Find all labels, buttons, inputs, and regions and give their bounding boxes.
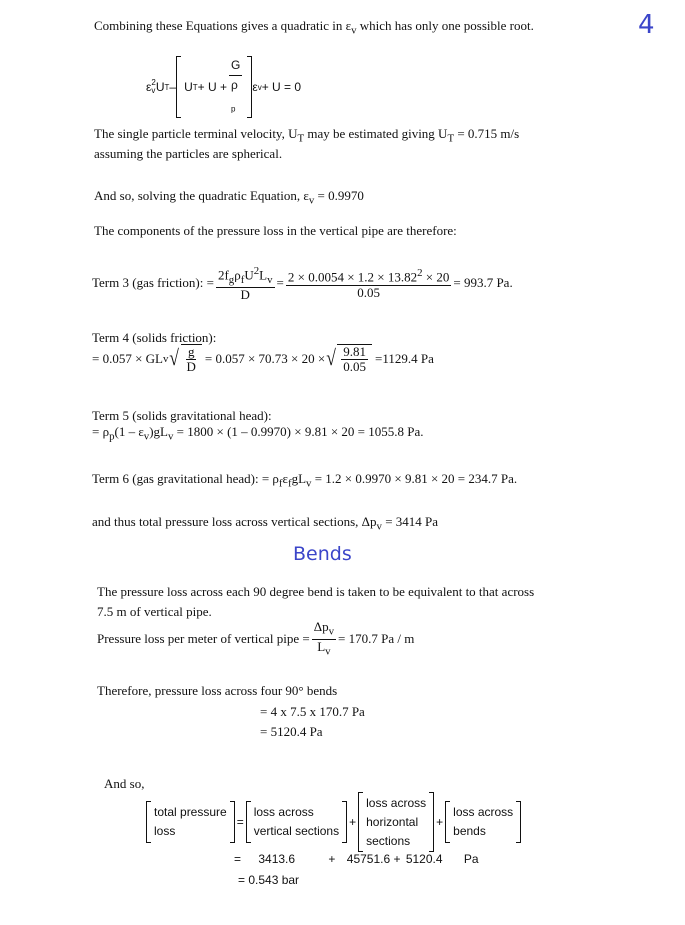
final-result: = 0.543 bar [238,873,300,887]
bends-per-meter: Pressure loss per meter of vertical pipe = $\frac{\Delta p_v}{L_v}$ = 170.7 Pa / m [97,619,415,658]
intro-text: Combining these Equations gives a quadratic in $\varepsilon_v$ which has only one possible root. [94,18,534,37]
four-bends-line3: = 5120.4 Pa [260,724,323,739]
four-bends-line2: = 4 x 7.5 x 170.7 Pa [260,704,365,719]
term4-label: Term 4 (solids friction): [92,330,217,345]
bends-line2: 7.5 m of vertical pipe. [97,604,212,619]
sum-values-line: = 3413.6 + 45751.6 + 5120.4 Pa [234,852,479,866]
components-line: The components of the pressure loss in the vertical pipe are therefore: [94,223,457,238]
quadratic-equation: ε 2 v U T – U T + U + G ρ $_p$ ε v + U = 0 [146,56,301,118]
sum-matrix: total pressure loss = loss across vertical sections + loss across horizontal sections + loss across bends [146,792,521,852]
bends-heading: Bends [293,543,352,565]
term3-equation: Term 3 (gas friction): = $\frac{2f_g\rho_fU^2L_v}{D}$ = $\frac{2 \times 0.0054 \times 1.2 \times 13.82^2 \times 20}{0.05}$ = 993.7 Pa. [92,265,513,302]
term4-equation: = 0.057 × GL v √ $\frac{g}{D}$ = 0.057 × 70.73 × 20 × √ $\frac{9.81}{0.05}$ =1129.4 Pa [92,344,434,374]
term5-label: Term 5 (solids gravitational head): [92,408,272,423]
terminal-velocity-line2: assuming the particles are spherical. [94,146,283,161]
four-bends-line1: Therefore, pressure loss across four 90° bends [97,683,338,698]
term6-equation: Term 6 (gas gravitational head): = $\rho_f\varepsilon_fgL_v = 1.2 \times 0.9970 \times 9.81 \times 20 = 234.7$ Pa. [92,471,518,490]
total-vertical-line: and thus total pressure loss across vertical sections, $\Delta p_v = 3414$ Pa [92,514,439,533]
bends-line1: The pressure loss across each 90 degree bend is taken to be equivalent to that across [97,584,535,599]
solving-line: And so, solving the quadratic Equation, $\varepsilon_v = 0.9970$ [94,188,364,207]
and-so: And so, [104,776,145,791]
terminal-velocity-line1: The single particle terminal velocity, $U_T$ may be estimated giving $U_T = 0.715$ m/s [94,126,520,145]
term5-equation: = $\rho_p(1 - \varepsilon_v)gL_v = 1800 \times (1 - 0.9970) \times 9.81 \times 20 = 1055.8$ Pa. [92,424,424,443]
page-number: 4 [638,10,655,40]
